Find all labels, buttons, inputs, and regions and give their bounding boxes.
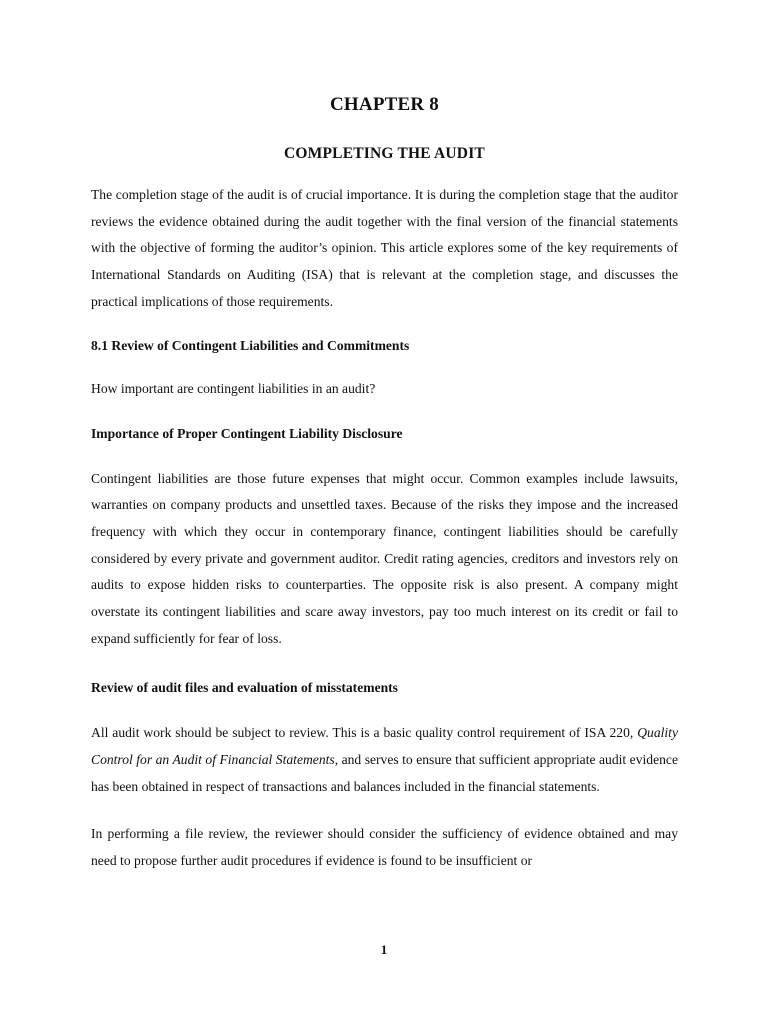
review-paragraph-1 bbox=[91, 720, 678, 800]
contingent-question: How important are contingent liabilities in an audit? bbox=[91, 381, 376, 397]
disclosure-heading: Importance of Proper Contingent Liability Disclosure bbox=[91, 425, 403, 441]
review-heading: Review of audit files and evaluation of misstatements bbox=[91, 679, 398, 695]
review-paragraph-1-start: All audit work should be subject to review. This is a basic quality control requirement of ISA 220, bbox=[91, 725, 638, 741]
review-paragraph-2: In performing a file review, the reviewer should consider the sufficiency of evidence obtained and may need to propose further audit procedures if evidence is found to be insufficient or bbox=[91, 826, 678, 869]
page-number: 1 bbox=[380, 942, 388, 957]
section-heading-8-1: 8.1 Review of Contingent Liabilities and Commitments bbox=[91, 337, 410, 353]
chapter-number: CHAPTER 8 bbox=[330, 94, 439, 115]
intro-paragraph: The completion stage of the audit is of crucial importance. It is during the completion stage that the auditor reviews the evidence obtained during the audit together with the final version of the financial statements with the objective of forming the auditor’s opinion. This article explores some of the key requirements of International Standards on Auditing (ISA) that is relevant at the completion stage, and discusses the practical implications of those requirements. bbox=[91, 187, 678, 309]
chapter-title: COMPLETING THE AUDIT bbox=[284, 145, 485, 162]
isa-220-title: Quality Control for an Audit of Financial Statements bbox=[91, 725, 678, 767]
disclosure-paragraph: Contingent liabilities are those future expenses that might occur. Common examples include lawsuits, warranties on company products and unsettled taxes. Because of the risks they impose and the increased frequency with which they occur in contemporary finance, contingent liabilities should be carefully considered by every private and government auditor. Credit rating agencies, creditors and investors rely on audits to expose hidden risks to counterparties. The opposite risk is also present. A company might overstate its contingent liabilities and scare away investors, pay too much interest on its credit or fail to expand sufficiently for fear of loss. bbox=[91, 470, 678, 646]
review-paragraph-1-end: , and serves to ensure that sufficient appropriate audit evidence has been obtained in respect of transactions and balances included in the financial statements. bbox=[91, 751, 678, 794]
